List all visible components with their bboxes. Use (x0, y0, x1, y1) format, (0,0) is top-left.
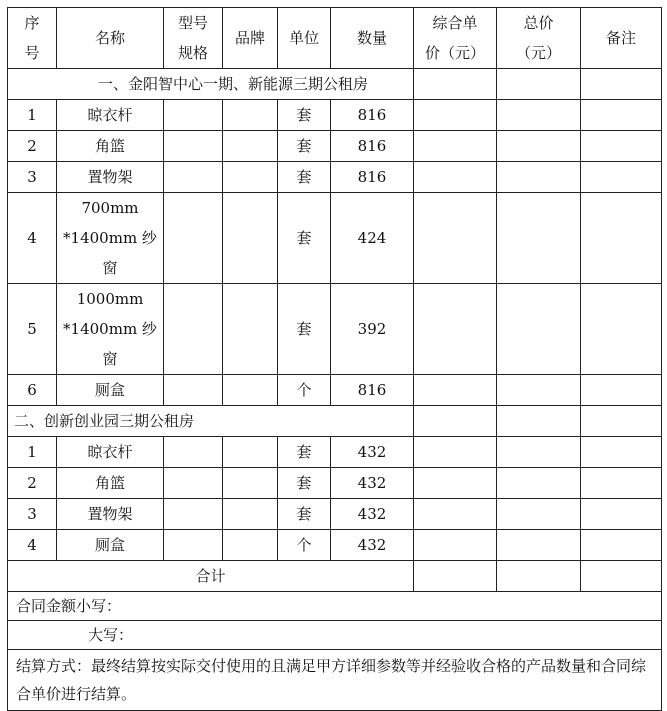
row-total (497, 193, 581, 284)
table-row (8, 284, 662, 375)
row-unit-price (414, 437, 497, 468)
section-title: 二、创新创业园三期公租房 (8, 406, 414, 437)
empty-cell (414, 69, 497, 100)
row-brand (223, 284, 278, 375)
row-brand (223, 162, 278, 193)
row-name-line: *1400mm 纱 (63, 229, 157, 247)
row-note (581, 499, 662, 530)
row-qty: 816 (331, 162, 414, 193)
row-name (57, 284, 164, 375)
header-total: 总价 （元） (497, 8, 581, 69)
row-model (164, 100, 223, 131)
table-row (8, 437, 662, 468)
row-name (57, 193, 164, 284)
row-qty: 816 (331, 131, 414, 162)
settlement-text: 结算方式：最终结算按实际交付使用的且满足甲方详细参数等并经验收合格的产品数量和合同综合单价进行结算。 (8, 650, 662, 711)
row-seq: 6 (8, 375, 57, 406)
row-name-line: 晾衣杆 (87, 443, 133, 461)
row-unit-price (414, 284, 497, 375)
row-seq: 1 (8, 437, 57, 468)
row-name-line: 置物架 (87, 168, 133, 186)
table-row (8, 131, 662, 162)
table-row (8, 193, 662, 284)
row-total (497, 375, 581, 406)
row-unit: 套 (278, 437, 331, 468)
row-name (57, 131, 164, 162)
row-seq: 3 (8, 162, 57, 193)
header-unit-price: 综合单 价（元） (414, 8, 497, 69)
empty-cell (414, 561, 497, 592)
amount-lower-label: 合同金额小写： (8, 592, 662, 621)
total-label: 合计 (8, 561, 414, 592)
row-qty: 424 (331, 193, 414, 284)
row-name (57, 530, 164, 561)
empty-cell (497, 69, 581, 100)
row-model (164, 284, 223, 375)
row-name (57, 437, 164, 468)
row-unit-price (414, 499, 497, 530)
section-row (8, 69, 662, 100)
row-total (497, 437, 581, 468)
row-name (57, 499, 164, 530)
row-note (581, 131, 662, 162)
row-qty: 392 (331, 284, 414, 375)
row-seq: 2 (8, 131, 57, 162)
row-unit-price (414, 100, 497, 131)
total-row (8, 561, 662, 592)
row-model (164, 131, 223, 162)
row-name-line: 置物架 (87, 505, 133, 523)
row-brand (223, 375, 278, 406)
header-qty: 数量 (331, 8, 414, 69)
row-qty: 432 (331, 530, 414, 561)
row-total (497, 499, 581, 530)
table-row (8, 375, 662, 406)
table-row (8, 499, 662, 530)
row-seq: 1 (8, 100, 57, 131)
row-name-line: 晾衣杆 (87, 106, 133, 124)
row-qty: 816 (331, 100, 414, 131)
row-unit: 套 (278, 468, 331, 499)
header-brand: 品牌 (223, 8, 278, 69)
row-qty: 432 (331, 468, 414, 499)
row-name (57, 468, 164, 499)
row-model (164, 375, 223, 406)
row-total (497, 284, 581, 375)
row-total (497, 131, 581, 162)
row-unit: 套 (278, 162, 331, 193)
row-unit: 套 (278, 499, 331, 530)
row-model (164, 468, 223, 499)
empty-cell (497, 406, 581, 437)
row-name-line: 1000mm (76, 290, 144, 308)
row-total (497, 100, 581, 131)
row-note (581, 284, 662, 375)
row-name-line: 角篮 (94, 474, 125, 492)
row-unit-price (414, 193, 497, 284)
row-name (57, 100, 164, 131)
section-row (8, 406, 662, 437)
row-total (497, 162, 581, 193)
table-row (8, 530, 662, 561)
footer-row (8, 592, 662, 621)
header-unit: 单位 (278, 8, 331, 69)
row-seq: 3 (8, 499, 57, 530)
row-name (57, 162, 164, 193)
row-unit-price (414, 468, 497, 499)
row-seq: 4 (8, 193, 57, 284)
row-unit-price (414, 162, 497, 193)
row-unit: 套 (278, 284, 331, 375)
row-note (581, 530, 662, 561)
row-name-line: 700mm (81, 199, 139, 217)
table-row (8, 100, 662, 131)
row-name-line: *1400mm 纱 (63, 320, 157, 338)
empty-cell (497, 561, 581, 592)
row-seq: 5 (8, 284, 57, 375)
row-model (164, 499, 223, 530)
row-unit: 个 (278, 530, 331, 561)
row-brand (223, 437, 278, 468)
row-note (581, 193, 662, 284)
empty-cell (581, 406, 662, 437)
row-unit: 套 (278, 193, 331, 284)
row-note (581, 375, 662, 406)
empty-cell (581, 69, 662, 100)
row-seq: 2 (8, 468, 57, 499)
row-name (57, 375, 164, 406)
row-model (164, 193, 223, 284)
header-note: 备注 (581, 8, 662, 69)
header-seq: 序 号 (8, 8, 57, 69)
row-name-line: 厕盒 (94, 536, 125, 554)
row-unit: 套 (278, 131, 331, 162)
row-model (164, 162, 223, 193)
row-unit-price (414, 375, 497, 406)
row-note (581, 468, 662, 499)
row-brand (223, 131, 278, 162)
row-note (581, 162, 662, 193)
row-unit: 套 (278, 100, 331, 131)
row-note (581, 100, 662, 131)
row-brand (223, 499, 278, 530)
row-name-line: 窗 (102, 259, 118, 277)
contract-item-table (7, 7, 662, 711)
footer-row (8, 650, 662, 711)
row-note (581, 437, 662, 468)
row-unit: 个 (278, 375, 331, 406)
empty-cell (414, 406, 497, 437)
table-row (8, 468, 662, 499)
row-name-line: 窗 (102, 350, 118, 368)
header-name: 名称 (57, 8, 164, 69)
row-brand (223, 193, 278, 284)
row-brand (223, 100, 278, 131)
row-name-line: 厕盒 (94, 381, 125, 399)
empty-cell (581, 561, 662, 592)
amount-upper-label: 大写： (8, 621, 662, 650)
row-unit-price (414, 131, 497, 162)
header-row (8, 8, 662, 69)
header-model: 型号 规格 (164, 8, 223, 69)
row-model (164, 530, 223, 561)
row-qty: 432 (331, 437, 414, 468)
row-brand (223, 468, 278, 499)
row-name-line: 角篮 (94, 137, 125, 155)
table-row (8, 162, 662, 193)
section-title: 一、金阳智中心一期、新能源三期公租房 (8, 69, 414, 100)
row-qty: 432 (331, 499, 414, 530)
row-brand (223, 530, 278, 561)
row-total (497, 530, 581, 561)
row-qty: 816 (331, 375, 414, 406)
row-total (497, 468, 581, 499)
row-model (164, 437, 223, 468)
row-unit-price (414, 530, 497, 561)
row-seq: 4 (8, 530, 57, 561)
footer-row (8, 621, 662, 650)
